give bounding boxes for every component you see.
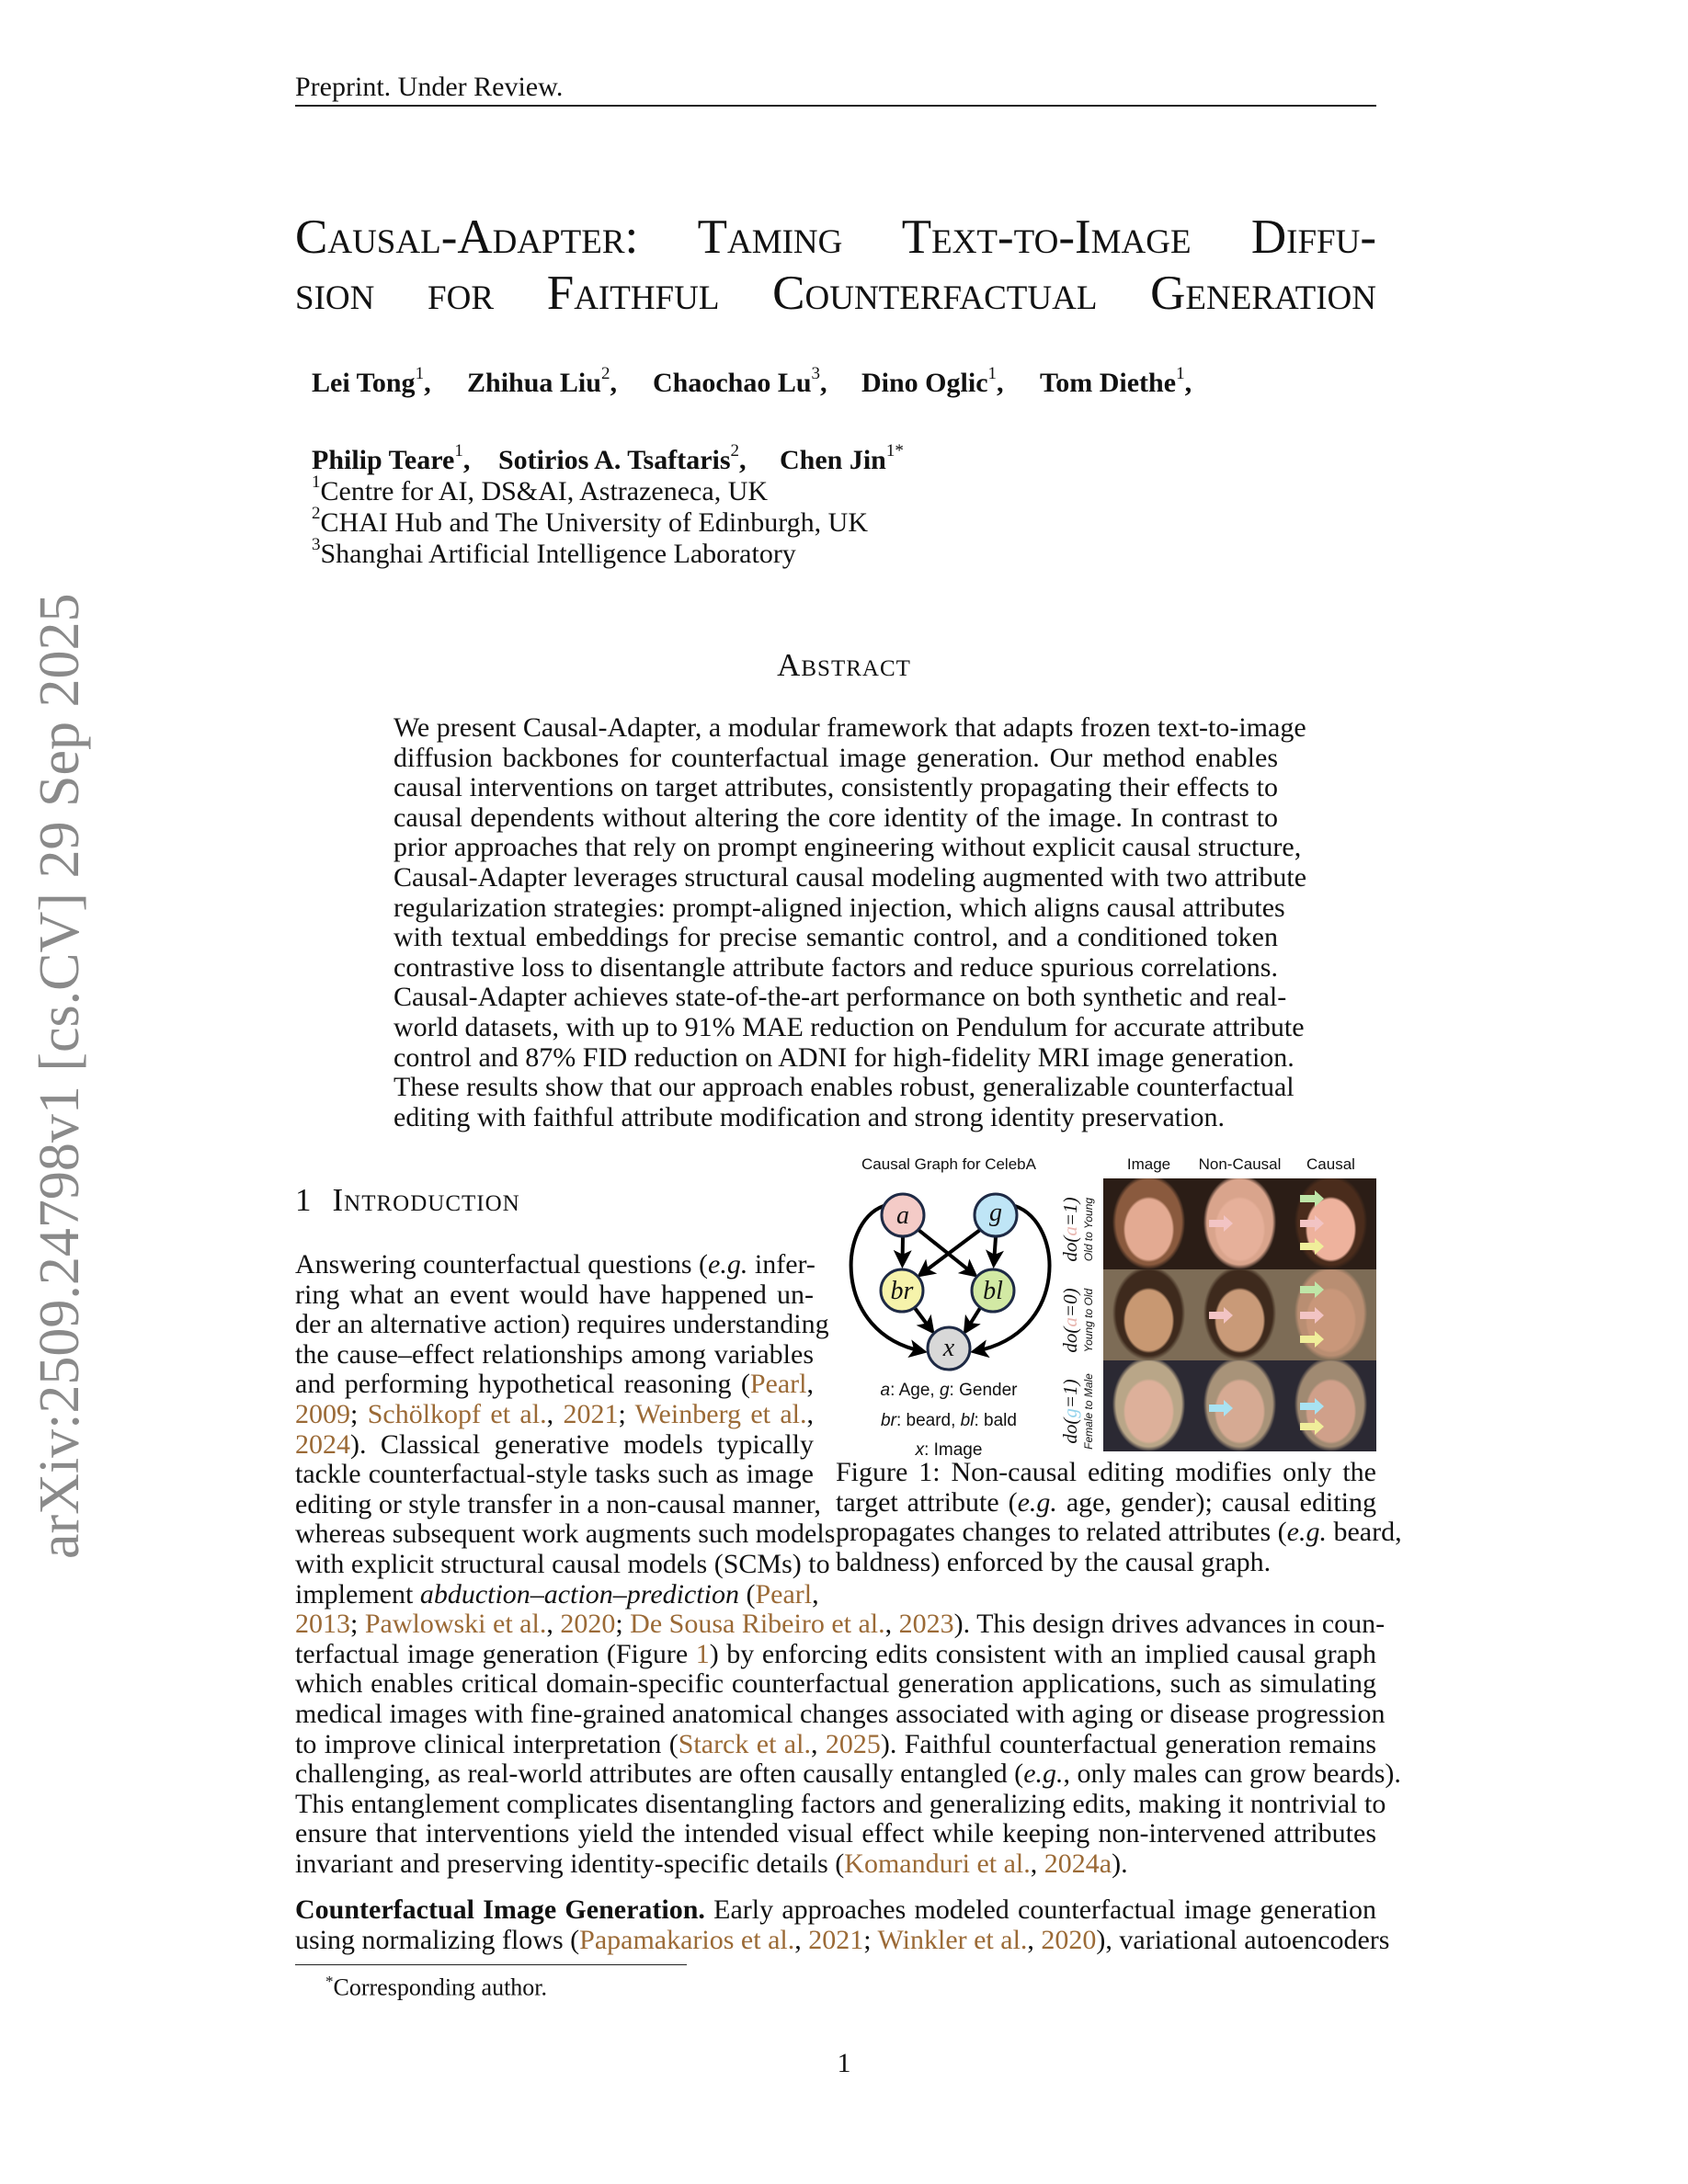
text: ,: [546, 1609, 561, 1640]
edge-g-to-br: [921, 1230, 980, 1274]
italic-text: x: [915, 1440, 925, 1461]
arrow-icon: [1209, 1312, 1226, 1319]
text: editing or style transfer in a non-causal manner,: [295, 1488, 821, 1519]
text: ).: [1112, 1848, 1128, 1879]
text: infer-: [747, 1249, 815, 1280]
text-line: [393, 832, 1302, 863]
face-image-original-image: [1103, 1360, 1194, 1451]
italic-text: br: [881, 1410, 896, 1430]
citation-link[interactable]: De Sousa Ribeiro et al.: [630, 1609, 885, 1640]
text: ,: [806, 1369, 814, 1400]
text: control and 87% FID reduction on ADNI for high-fidelity MRI image generation.: [393, 1041, 1295, 1073]
text-line: [393, 892, 1285, 924]
paper-title: [295, 210, 1376, 322]
text-line: [295, 1250, 814, 1280]
title-line: Causal-Adapter: Taming Text-to-Image Diffu-: [295, 210, 1376, 264]
edge-g-to-bl: [994, 1237, 996, 1263]
intervention-description: Old to Young: [1082, 1197, 1095, 1262]
do-operator: do(: [1059, 1417, 1081, 1444]
text-line: [295, 1370, 814, 1400]
text: (: [738, 1578, 756, 1610]
affiliation: [312, 504, 868, 539]
arrow-icon: [1300, 1423, 1317, 1430]
face-image-causal-edit: [1285, 1360, 1376, 1451]
text-line: [295, 1430, 814, 1461]
arrow-icon: [1209, 1405, 1226, 1412]
italic-text: g: [939, 1381, 950, 1400]
intervention-value: =0): [1059, 1288, 1081, 1318]
citation-link[interactable]: Winkler et al.: [877, 1924, 1028, 1955]
text-line: [393, 744, 1278, 774]
graph-title: Causal Graph for CelebA: [861, 1155, 1036, 1173]
text: target attribute (: [836, 1486, 1018, 1518]
author: [312, 364, 431, 399]
affiliation: [312, 472, 769, 507]
text: contrastive loss to disentangle attribute factors and reduce spurious correlations.: [393, 951, 1278, 983]
text: tackle counterfactual-style tasks such as image: [295, 1459, 814, 1490]
author-affiliation-mark: 2: [600, 364, 610, 383]
author-name: Chen Jin: [780, 445, 886, 475]
text: ;: [350, 1398, 368, 1429]
text-line: [393, 982, 1287, 1013]
text-line: [295, 1309, 829, 1340]
abstract-heading: Abstract: [777, 647, 911, 683]
text: the cause–effect relationships among variables: [295, 1338, 814, 1370]
text: Causal-Adapter leverages structural causal modeling augmented with two attribute: [393, 861, 1307, 893]
text: causal interventions on target attributes, consistently propagating their effects to: [393, 772, 1278, 803]
text: ). Classical generative models typically: [350, 1428, 814, 1460]
text-line: [393, 803, 1278, 834]
abstract-body: [393, 712, 1307, 1132]
text: We present Causal-Adapter, a modular framework that adapts frozen text-to-image: [393, 712, 1306, 743]
author: [467, 364, 617, 399]
row-label: [1059, 1275, 1095, 1366]
footnote-text: Corresponding author.: [333, 1974, 548, 2001]
author-separator: ,: [739, 445, 747, 475]
citation-link[interactable]: Weinberg et al.: [634, 1398, 807, 1429]
text-line: [836, 1488, 1376, 1519]
text-line: [295, 1340, 814, 1371]
text-line: [295, 1400, 814, 1430]
citation-link[interactable]: 2025: [825, 1728, 881, 1759]
node-label-bl: bl: [983, 1277, 1003, 1305]
text: to improve clinical interpretation (: [295, 1728, 679, 1759]
text: ,: [794, 1924, 809, 1955]
text: challenging, as real-world attributes are often causally entangled (: [295, 1758, 1024, 1790]
text-line: [295, 1548, 830, 1580]
text: der an alternative action) requires understanding: [295, 1309, 829, 1340]
text: ,: [884, 1609, 899, 1640]
citation-link[interactable]: 2020: [1041, 1924, 1097, 1955]
author-separator: ,: [610, 368, 617, 398]
citation-link[interactable]: 2020: [560, 1609, 616, 1640]
section-title: Introduction: [332, 1182, 520, 1218]
row-label: [1059, 1366, 1095, 1457]
arrow-icon: [1300, 1336, 1317, 1343]
arrow-icon: [1300, 1243, 1317, 1250]
header-rule: [295, 105, 1376, 107]
author: [861, 364, 1004, 399]
italic-text: e.g.: [1286, 1517, 1327, 1548]
text-line: [836, 1517, 1402, 1548]
text: ,: [1027, 1924, 1042, 1955]
author: [653, 364, 827, 399]
text-line: [393, 953, 1278, 984]
counterfactual-generation-paragraph: [295, 1894, 1390, 1955]
author-affiliation-mark: 2: [730, 441, 740, 461]
edge-br-to-x: [915, 1308, 931, 1330]
italic-text: a: [880, 1381, 891, 1400]
arrow-icon: [1300, 1403, 1317, 1410]
text-line: [295, 1488, 821, 1520]
text: ,: [546, 1398, 564, 1429]
text: world datasets, with up to 91% MAE reduction on Pendulum for accurate attribute: [393, 1011, 1305, 1042]
text: prior approaches that rely on prompt engineering without explicit causal structure,: [393, 832, 1302, 863]
text-line: [393, 712, 1306, 744]
citation-link[interactable]: Starck et al.: [678, 1728, 811, 1759]
section-number: 1: [295, 1182, 312, 1218]
text-line: [295, 1758, 1401, 1790]
citation-link[interactable]: 2024a: [1044, 1848, 1112, 1879]
text: regularization strategies: prompt-aligned injection, which aligns causal attributes: [393, 892, 1285, 923]
intervened-variable: a: [1059, 1226, 1081, 1236]
text-line: [295, 1669, 1376, 1700]
author: [312, 441, 471, 476]
text: beard,: [1326, 1517, 1402, 1548]
citation-link[interactable]: 2021: [563, 1398, 619, 1429]
author-affiliation-mark: 1: [1176, 364, 1185, 383]
intervention-description: Female to Male: [1082, 1373, 1095, 1450]
face-image-original-image: [1103, 1178, 1194, 1269]
face-image-non-causal-edit: [1194, 1360, 1285, 1451]
author: [498, 441, 747, 476]
affiliation-number: 3: [312, 535, 321, 554]
face-image-non-causal-edit: [1194, 1269, 1285, 1360]
text-line: [393, 773, 1278, 803]
author-separator: ,: [997, 368, 1004, 398]
text-line: [393, 923, 1278, 953]
arrow-icon: [1300, 1220, 1317, 1227]
text-line: [295, 1924, 1390, 1956]
text-line: [295, 1788, 1386, 1820]
text: Early approaches modeled counterfactual image generation: [704, 1894, 1376, 1925]
author-separator: ,: [820, 368, 827, 398]
node-label-a: a: [896, 1201, 909, 1230]
text: invariant and preserving identity-specific details (: [295, 1848, 845, 1879]
citation-link[interactable]: Pearl: [749, 1369, 807, 1400]
affiliation-text: Centre for AI, DS&AI, Astrazeneca, UK: [320, 476, 769, 506]
text-line: [295, 1698, 1386, 1730]
row-label: [1059, 1184, 1095, 1275]
author: [780, 441, 904, 476]
text: : beard,: [895, 1410, 961, 1430]
italic-text: abduction–action–prediction: [419, 1578, 739, 1610]
text-line: [295, 1519, 836, 1550]
text: Figure 1: Non-causal editing modifies only the: [836, 1457, 1376, 1487]
face-image-non-causal-edit: [1194, 1178, 1285, 1269]
citation-link[interactable]: Schölkopf et al.: [367, 1398, 547, 1429]
section-heading-introduction: [295, 1182, 520, 1219]
text: : Image: [924, 1440, 983, 1461]
author-separator: ,: [424, 368, 431, 398]
text: propagates changes to related attributes (: [836, 1517, 1287, 1548]
text: ,: [812, 1578, 819, 1610]
affiliation-number: 1: [312, 472, 321, 492]
text: with textual embeddings for precise semantic control, and a conditioned token: [393, 922, 1278, 953]
text-line: [836, 1410, 1062, 1440]
text: ;: [350, 1609, 365, 1640]
arrow-icon: [1300, 1312, 1317, 1319]
author-separator: ,: [1184, 368, 1192, 398]
do-operator: do(: [1059, 1235, 1081, 1262]
text-line: [295, 1578, 819, 1610]
citation-link[interactable]: Papamakarios et al.: [579, 1924, 795, 1955]
citation-link[interactable]: Pawlowski et al.: [364, 1609, 547, 1640]
running-header: Preprint. Under Review.: [295, 72, 564, 102]
text: whereas subsequent work augments such models: [295, 1519, 836, 1550]
text: ;: [863, 1924, 878, 1955]
face-image-causal-edit: [1285, 1269, 1376, 1360]
author-name: Philip Teare: [312, 445, 455, 475]
column-header-causal: Causal: [1306, 1155, 1355, 1173]
text-line: [295, 1640, 1376, 1670]
author-affiliation-mark: 1*: [885, 441, 904, 461]
text-line: [393, 1103, 1278, 1133]
affiliation: [312, 535, 796, 570]
edge-a-to-bl: [918, 1230, 974, 1274]
italic-text: e.g.: [708, 1249, 748, 1280]
edge-bl-to-x: [966, 1308, 980, 1330]
text-line: [295, 1849, 1376, 1880]
arrow-icon: [1209, 1220, 1226, 1227]
text-line: [393, 1011, 1305, 1043]
italic-text: bl: [960, 1410, 975, 1430]
text: ring what an event would have happened un-: [295, 1279, 814, 1310]
do-operator: do(: [1059, 1326, 1081, 1353]
text: terfactual image generation (Figure: [295, 1638, 696, 1669]
text: age, gender); causal editing: [1056, 1486, 1376, 1518]
author: [1040, 364, 1192, 399]
text-line: [836, 1548, 1376, 1578]
node-label-x: x: [942, 1334, 955, 1362]
author-name: Sotirios A. Tsaftaris: [498, 445, 731, 475]
text-line: [393, 1072, 1295, 1103]
citation-link[interactable]: Pearl: [755, 1578, 813, 1610]
affiliation-text: Shanghai Artificial Intelligence Laboratory: [320, 539, 796, 569]
citation-link[interactable]: 2024: [295, 1428, 350, 1460]
text-line: [295, 1280, 814, 1311]
author-name: Zhihua Liu: [467, 368, 601, 398]
text: causal dependents without altering the core identity of the image. In contrast to: [393, 802, 1278, 833]
author-separator: ,: [462, 445, 471, 475]
text: : Age,: [890, 1381, 940, 1400]
footnote-mark: *: [325, 1973, 334, 1990]
citation-link[interactable]: 1: [695, 1638, 710, 1669]
text: Answering counterfactual questions (: [295, 1249, 709, 1280]
affiliation-text: CHAI Hub and The University of Edinburgh, UK: [320, 507, 868, 538]
column-header-image: Image: [1126, 1155, 1171, 1173]
citation-link[interactable]: 2009: [295, 1398, 350, 1429]
author-name: Lei Tong: [312, 368, 416, 398]
text-line: [295, 1819, 1376, 1849]
text: Causal-Adapter achieves state-of-the-art performance on both synthetic and real-: [393, 982, 1287, 1013]
text: using normalizing flows (: [295, 1924, 580, 1955]
arxiv-identifier-stamp: arXiv:2509.24798v1 [cs.CV] 29 Sep 2025: [29, 593, 91, 1559]
text: and performing hypothetical reasoning (: [295, 1369, 750, 1400]
text: , only males can grow beards).: [1063, 1758, 1401, 1790]
text: implement: [295, 1578, 420, 1610]
text-line: [295, 1895, 1376, 1926]
author-name: Dino Oglic: [861, 368, 988, 398]
text: ;: [618, 1398, 635, 1429]
author-affiliation-mark: 3: [811, 364, 821, 383]
face-image-causal-edit: [1285, 1178, 1376, 1269]
intervened-variable: g: [1059, 1408, 1081, 1418]
text: medical images with fine-grained anatomical changes associated with aging or disease progression: [295, 1698, 1386, 1729]
intervened-variable: a: [1059, 1317, 1081, 1327]
text: which enables critical domain-specific counterfactual generation applications, such as simulating: [295, 1668, 1376, 1700]
text-line: [393, 861, 1307, 893]
text: baldness) enforced by the causal graph.: [836, 1546, 1272, 1577]
text: This entanglement complicates disentangling factors and generalizing edits, making it nontrivial to: [295, 1788, 1386, 1819]
text-line: [836, 1380, 1062, 1410]
title-line: sion for Faithful Counterfactual Generation: [295, 267, 1376, 320]
affiliation-number: 2: [312, 504, 321, 523]
node-label-g: g: [989, 1199, 1002, 1227]
edge-a-to-br: [903, 1237, 904, 1263]
citation-link[interactable]: Komanduri et al.: [844, 1848, 1031, 1879]
column-header-non-causal: Non-Causal: [1198, 1155, 1282, 1173]
citation-link[interactable]: 2023: [898, 1609, 954, 1640]
intervention-value: =1): [1059, 1197, 1081, 1227]
text: : Gender: [949, 1381, 1018, 1400]
text: ,: [806, 1398, 815, 1429]
citation-link[interactable]: 2013: [295, 1609, 350, 1640]
footnote-rule: [295, 1964, 687, 1965]
text: editing with faithful attribute modification and strong identity preservation.: [393, 1101, 1225, 1132]
text: : bald: [974, 1410, 1017, 1430]
text: with explicit structural causal models (SCMs) to: [295, 1548, 830, 1579]
text: ). This design drives advances in coun-: [953, 1609, 1386, 1640]
text: diffusion backbones for counterfactual image generation. Our method enables: [393, 742, 1278, 773]
causal-graph-diagram: [836, 1186, 1075, 1374]
author-affiliation-mark: 1: [454, 441, 463, 461]
text-line: [393, 1041, 1295, 1074]
text: ) by enforcing edits consistent with an implied causal graph: [709, 1638, 1376, 1669]
intervention-value: =1): [1059, 1379, 1081, 1409]
citation-link[interactable]: 2021: [808, 1924, 864, 1955]
arrow-icon: [1300, 1195, 1317, 1202]
node-label-br: br: [890, 1277, 914, 1305]
text-line: [295, 1609, 1386, 1640]
text-line: [295, 1460, 814, 1490]
text-line: [295, 1730, 1376, 1760]
author-affiliation-mark: 1: [987, 364, 998, 383]
text: ensure that interventions yield the intended visual effect while keeping non-intervened attributes: [295, 1818, 1376, 1849]
page-number: 1: [837, 2048, 851, 2078]
text: ,: [1030, 1848, 1044, 1879]
author-name: Tom Diethe: [1040, 368, 1177, 398]
intervention-description: Young to Old: [1082, 1288, 1095, 1353]
text: These results show that our approach enables robust, generalizable counterfactual: [393, 1072, 1295, 1103]
italic-text: e.g.: [1023, 1758, 1064, 1790]
author-affiliation-mark: 1: [415, 364, 425, 383]
author-name: Chaochao Lu: [653, 368, 812, 398]
text-line: [836, 1458, 1376, 1488]
text: ), variational autoencoders: [1096, 1924, 1390, 1955]
face-image-original-image: [1103, 1269, 1194, 1360]
text: ). Faithful counterfactual generation remains: [880, 1728, 1376, 1759]
text: ,: [810, 1728, 826, 1759]
text: ;: [615, 1609, 631, 1640]
paragraph-heading: Counterfactual Image Generation.: [295, 1894, 705, 1925]
arrow-icon: [1300, 1286, 1317, 1293]
footnote: [325, 1973, 547, 2002]
figure-caption: [836, 1457, 1402, 1577]
italic-text: e.g.: [1017, 1486, 1057, 1518]
